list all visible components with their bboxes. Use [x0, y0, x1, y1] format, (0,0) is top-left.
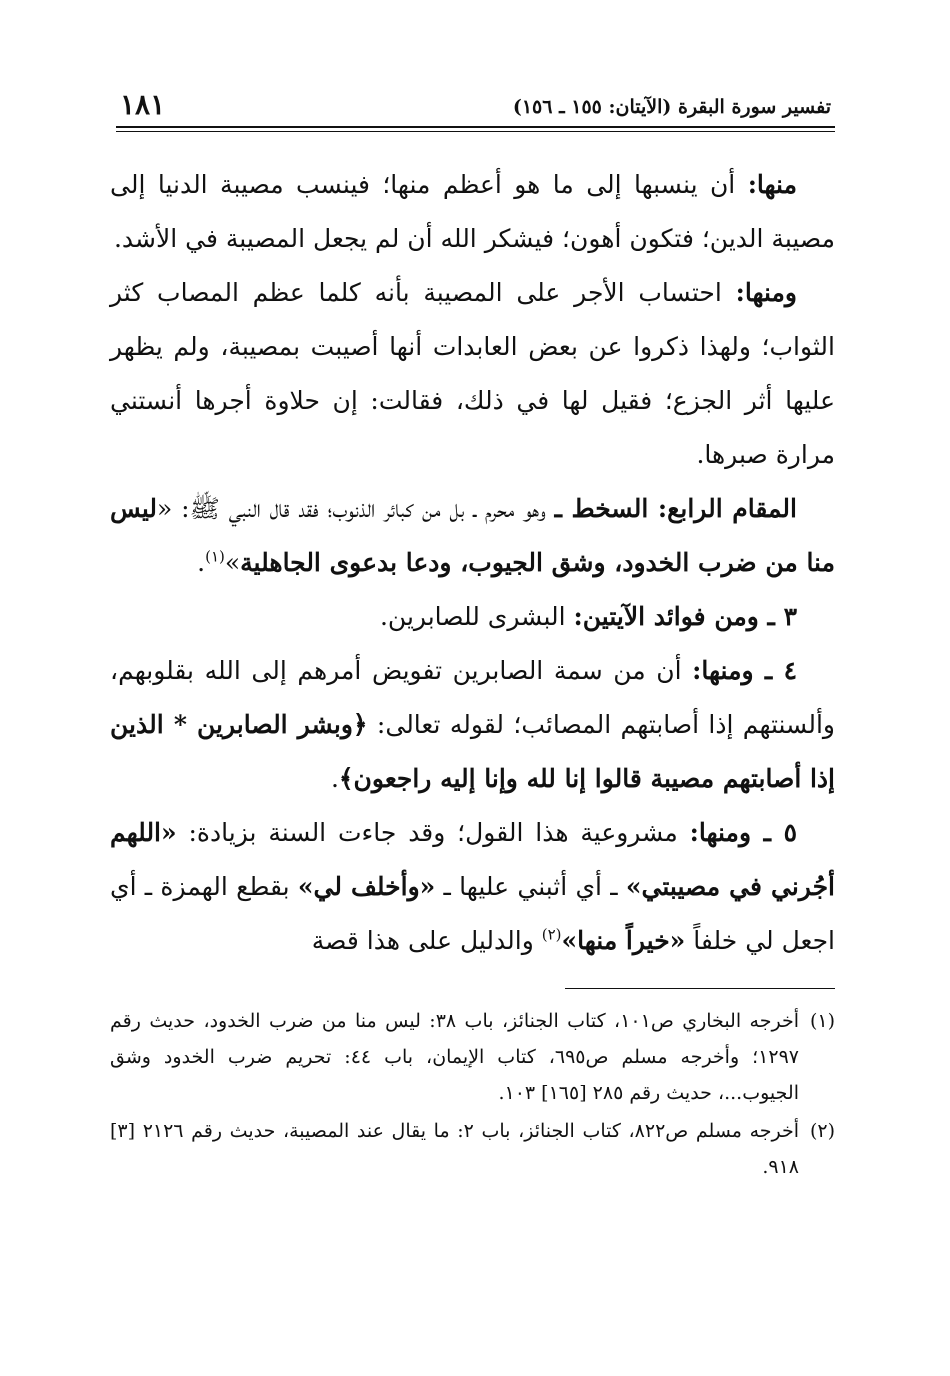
dua-quote: «اللهم أجُرني في مصيبتي» — [110, 818, 835, 901]
dua-quote: «خيراً منها» — [561, 926, 686, 955]
footnote — [110, 1113, 835, 1185]
quote-close: » — [224, 548, 241, 577]
footnote — [110, 1003, 835, 1111]
paragraph — [110, 590, 835, 644]
paragraph-text: والدليل على هذا قصة — [311, 926, 542, 955]
paragraph — [110, 266, 835, 482]
paragraph — [110, 806, 835, 968]
running-title: تفسير سورة البقرة (الآيتان: ١٥٥ ـ ١٥٦) — [512, 96, 831, 118]
footnotes — [110, 1003, 835, 1185]
footnote-ref: (١) — [205, 547, 225, 566]
paragraph-end: . — [197, 548, 206, 577]
paragraph — [110, 482, 835, 590]
paragraph-lead: المقام الرابع: السخط ـ — [554, 494, 797, 523]
dua-quote: «وأخلف لي» — [297, 872, 436, 901]
paragraph-end: . — [330, 764, 339, 793]
paragraph-text: وهو محرم ـ بل من كبائر الذنوب؛ فقد قال النبي ﷺ: « — [157, 494, 555, 523]
footnote-text: أخرجه البخاري ص١٠١، كتاب الجنائز، باب ٣٨: ليس منا من ضرب الخدود، حديث رقم ١٢٩٧؛ وأخرجه مسلم ص٦٩٥، كتاب الإيمان، باب ٤٤: تحريم ضرب الخدود وشق الجيوب...، حديث رقم ٢٨٥ [١٦٥] ١٠٣. — [110, 1010, 799, 1104]
book-page — [110, 84, 835, 1187]
paragraph-text: مشروعية هذا القول؛ وقد جاءت السنة بزيادة: — [176, 818, 690, 847]
paragraph-lead: منها: — [747, 170, 797, 199]
footnote-ref: (٢) — [541, 925, 562, 944]
paragraph-text: أن ينسبها إلى ما هو أعظم منها؛ فينسب مصيبة الدنيا إلى مصيبة الدين؛ فتكون أهون؛ فيشكر الله أن لم يجعل المصيبة في الأشد. — [110, 170, 835, 253]
paragraph — [110, 644, 835, 806]
page-header — [110, 84, 835, 128]
paragraph-lead: ٥ ـ ومنها: — [689, 818, 797, 847]
footnote-text: أخرجه مسلم ص٨٢٢، كتاب الجنائز، باب ٢: ما يقال عند المصيبة، حديث رقم ٢١٢٦ [٣] ٩١٨. — [110, 1120, 800, 1178]
paragraph-text: احتساب الأجر على المصيبة بأنه كلما عظم المصاب كثر الثواب؛ ولهذا ذكروا عن بعض العابدات أنها أصيبت بمصيبة، ولم يظهر عليها أثر الجزع؛ فقيل لها في ذلك، فقالت: إن حلاوة أجرها أنستني مرارة صبرها. — [110, 278, 835, 469]
page-number: ١٨١ — [120, 88, 166, 121]
paragraph-text: بقطع الهمزة ـ أي اجعل لي خلفاً — [110, 872, 835, 955]
paragraph-lead: ٣ ـ ومن فوائد الآيتين: — [573, 602, 797, 631]
footnote-separator — [565, 988, 835, 989]
header-rule — [116, 126, 835, 132]
paragraph — [110, 158, 835, 266]
paragraph-lead: ٤ ـ ومنها: — [692, 656, 797, 685]
hadith-quote: ليس منا من ضرب الخدود، وشق الجيوب، ودعا بدعوى الجاهلية — [110, 494, 835, 577]
paragraph-text: ـ أي أثبني عليها ـ — [435, 872, 626, 901]
quran-quote: ﴿وبشر الصابرين * الذين إذا أصابتهم مصيبة قالوا إنا لله وإنا إليه راجعون﴾ — [110, 710, 835, 793]
footnote-separator-wrap — [110, 968, 835, 1003]
footnote-number: (٢) — [809, 1120, 835, 1142]
paragraph-text: أن من سمة الصابرين تفويض أمرهم إلى الله بقلوبهم، وألسنتهم إذا أصابتهم المصائب؛ لقوله تعالى: — [110, 656, 835, 739]
main-text — [110, 158, 835, 968]
paragraph-text: البشرى للصابرين. — [379, 602, 574, 631]
footnote-number: (١) — [809, 1010, 835, 1032]
paragraph-lead: ومنها: — [735, 278, 797, 307]
